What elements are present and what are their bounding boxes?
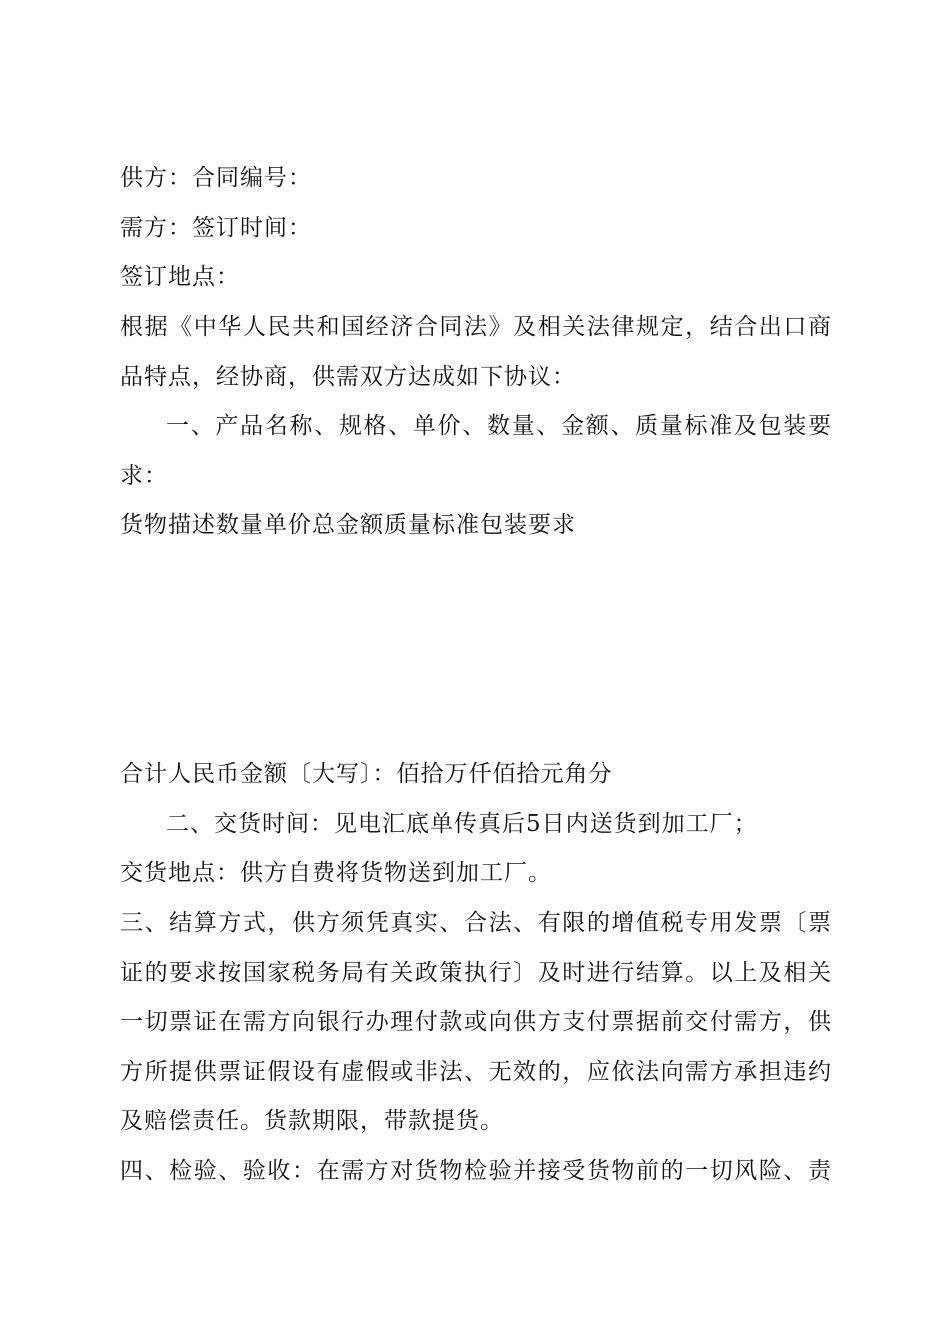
section-3-line-3: 一切票证在需方向银行办理付款或向供方支付票据前交付需方，供 (120, 1009, 832, 1035)
section-3-line-1: 三、结算方式，供方须凭真实、合法、有限的增值税专用发票〔票 (120, 910, 832, 936)
section-3-line-2: 证的要求按国家税务局有关政策执行〕及时进行结算。以上及相关 (120, 960, 832, 986)
goods-table-header: 货物描述数量单价总金额质量标准包装要求 (120, 512, 576, 538)
section-1-heading-line-1: 一、产品名称、规格、单价、数量、金额、质量标准及包装要 (166, 413, 832, 439)
section-4-line-1: 四、检验、验收：在需方对货物检验并接受货物前的一切风险、责 (120, 1158, 832, 1184)
total-amount-line: 合计人民币金额〔大写〕：佰拾万仟佰拾元角分 (120, 761, 613, 787)
delivery-place-line: 交货地点：供方自费将货物送到加工厂。 (120, 860, 552, 886)
preamble-line-1: 根据《中华人民共和国经济合同法》及相关法律规定，结合出口商 (120, 314, 832, 340)
signing-place-line: 签订地点： (120, 264, 240, 290)
section-1-heading-line-2: 求： (120, 463, 168, 489)
section-3-line-4: 方所提供票证假设有虚假或非法、无效的，应依法向需方承担违约 (120, 1059, 832, 1085)
supplier-contract-no-line: 供方：合同编号： (120, 165, 312, 191)
buyer-signing-time-line: 需方：签订时间： (120, 215, 312, 241)
section-3-line-5: 及赔偿责任。货款期限，带款提货。 (120, 1108, 504, 1134)
section-2-delivery-time: 二、交货时间：见电汇底单传真后5日内送货到加工厂； (166, 811, 758, 837)
preamble-line-2: 品特点，经协商，供需双方达成如下协议： (120, 364, 576, 390)
